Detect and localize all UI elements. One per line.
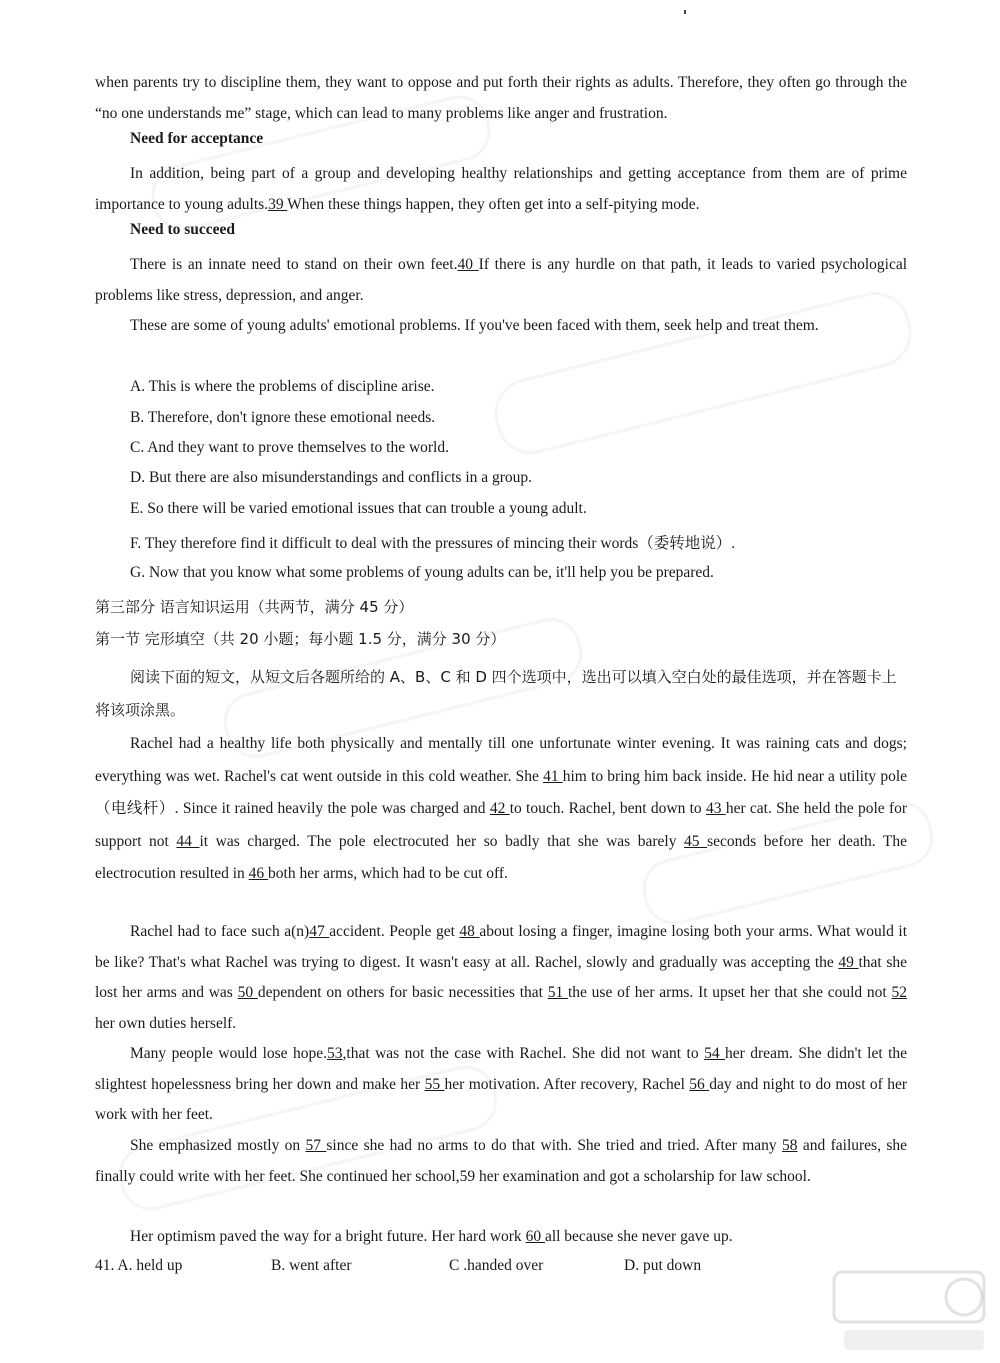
blank-41: 41 [543,767,563,785]
blank-52: 52 [891,984,907,1001]
blank-47: 47 [309,923,330,940]
q41-option-a: 41. A. held up [95,1257,183,1274]
blank-50: 50 [237,984,258,1001]
option-b: B. Therefore, don't ignore these emotional needs. [130,409,436,426]
option-g: G. Now that you know what some problems of young adults can be, it'll help you be prepared. [130,564,714,581]
section-one-title: 第一节 完形填空（共 20 小题；每小题 1.5 分，满分 30 分） [95,630,506,648]
blank-40: 40 [457,256,479,273]
blank-56: 56 [689,1075,710,1093]
passage-paragraph-acceptance: In addition, being part of a group and developing healthy relationships and getting acceptance from them are of prime importance to young adults.39 When these things happen, they often get into a self-pitying mode. [95,165,907,213]
blank-46: 46 [248,865,269,882]
cloze-paragraph-2: Rachel had to face such a(n)47 accident. People get 48 about losing a finger, imagine losing both your arms. What would it be like? That's what Rachel was trying to digest. It wasn't easy at all. Rachel, slowly and gradually was accepting the 49 that she lost her arms and was 50 dependent on others for basic necessities that 51 the use of her arms. It upset her that she could not 52 her own duties herself. [95,923,907,1032]
section-part-three-title: 第三部分 语言知识运用（共两节，满分 45 分） [95,598,414,616]
blank-48: 48 [459,923,480,940]
blank-45: 45 [684,832,708,850]
blank-57: 57 [305,1137,327,1154]
scan-mark [684,10,686,14]
blank-44: 44 [176,832,200,850]
blank-42: 42 [489,800,510,817]
blank-54: 54 [704,1045,726,1062]
cloze-paragraph-1: Rachel had a healthy life both physically and mentally till one unfortunate winter evening. It was raining cats and dogs; everything was wet. Rachel's cat went outside in this cold weather. She 41 him to bring him back inside. He hid near a utility pole （电线杆）. Since it rained heavily the pole was charged and 42 to touch. Rachel, bent down to 43 her cat. She held the pole for support not 44 it was charged. The pole electrocuted her so badly that she was barely 45 seconds before her death. The electrocution resulted in 46 both her arms, which had to be cut off. [95,735,908,882]
cloze-paragraph-4: She emphasized mostly on 57 since she had no arms to do that with. She tried and tried. After many 58 and failures, she finally could write with her feet. She continued her school,59 her examination and got a scholarship for law school. [95,1137,907,1185]
passage-paragraph-intro: when parents try to discipline them, they want to oppose and put forth their rights as adults. Therefore, they often go through the “no one understands me” stage, which can lead to many problems like anger and frustration. [95,74,907,122]
blank-49: 49 [838,953,859,971]
section-instructions: 阅读下面的短文，从短文后各题所给的 A、B、C 和 D 四个选项中，选出可以填入空白处的最佳选项，并在答题卡上将该项涂黑。 [95,668,897,719]
heading-need-to-succeed: Need to succeed [130,221,236,238]
blank-53: 53 [327,1045,343,1062]
blank-51: 51 [547,984,568,1001]
passage-paragraph-closing: These are some of young adults' emotional problems. If you've been faced with them, seek help and treat them. [130,317,819,334]
corner-logo-icon [830,1268,990,1358]
blank-55: 55 [424,1075,445,1093]
blank-39: 39 [268,195,288,213]
cloze-paragraph-5: Her optimism paved the way for a bright future. Her hard work 60 all because she never gave up. [130,1228,733,1245]
blank-60: 60 [525,1228,545,1245]
heading-need-for-acceptance: Need for acceptance [130,130,264,147]
q41-option-b: B. went after [271,1257,352,1274]
option-e: E. So there will be varied emotional issues that can trouble a young adult. [130,500,587,517]
option-c: C. And they want to prove themselves to the world. [130,439,449,456]
option-a: A. This is where the problems of discipline arise. [130,378,435,395]
q41-option-c: C .handed over [449,1257,544,1274]
q41-option-d: D. put down [624,1257,702,1274]
option-d: D. But there are also misunderstandings and conflicts in a group. [130,469,533,486]
blank-58: 58 [782,1137,798,1154]
blank-43: 43 [706,800,726,817]
passage-paragraph-succeed: There is an innate need to stand on their own feet.40 If there is any hurdle on that path, it leads to varied psychological problems like stress, depression, and anger. [95,256,908,304]
cloze-paragraph-3: Many people would lose hope.53,that was not the case with Rachel. She did not want to 54 her dream. She didn't let the slightest hopelessness bring her down and make her 55 her motivation. After recovery, Rachel 56 day and night to do most of her work with her feet. [95,1045,908,1123]
option-f: F. They therefore find it difficult to deal with the pressures of mincing their words（委转地说）. [130,535,736,552]
